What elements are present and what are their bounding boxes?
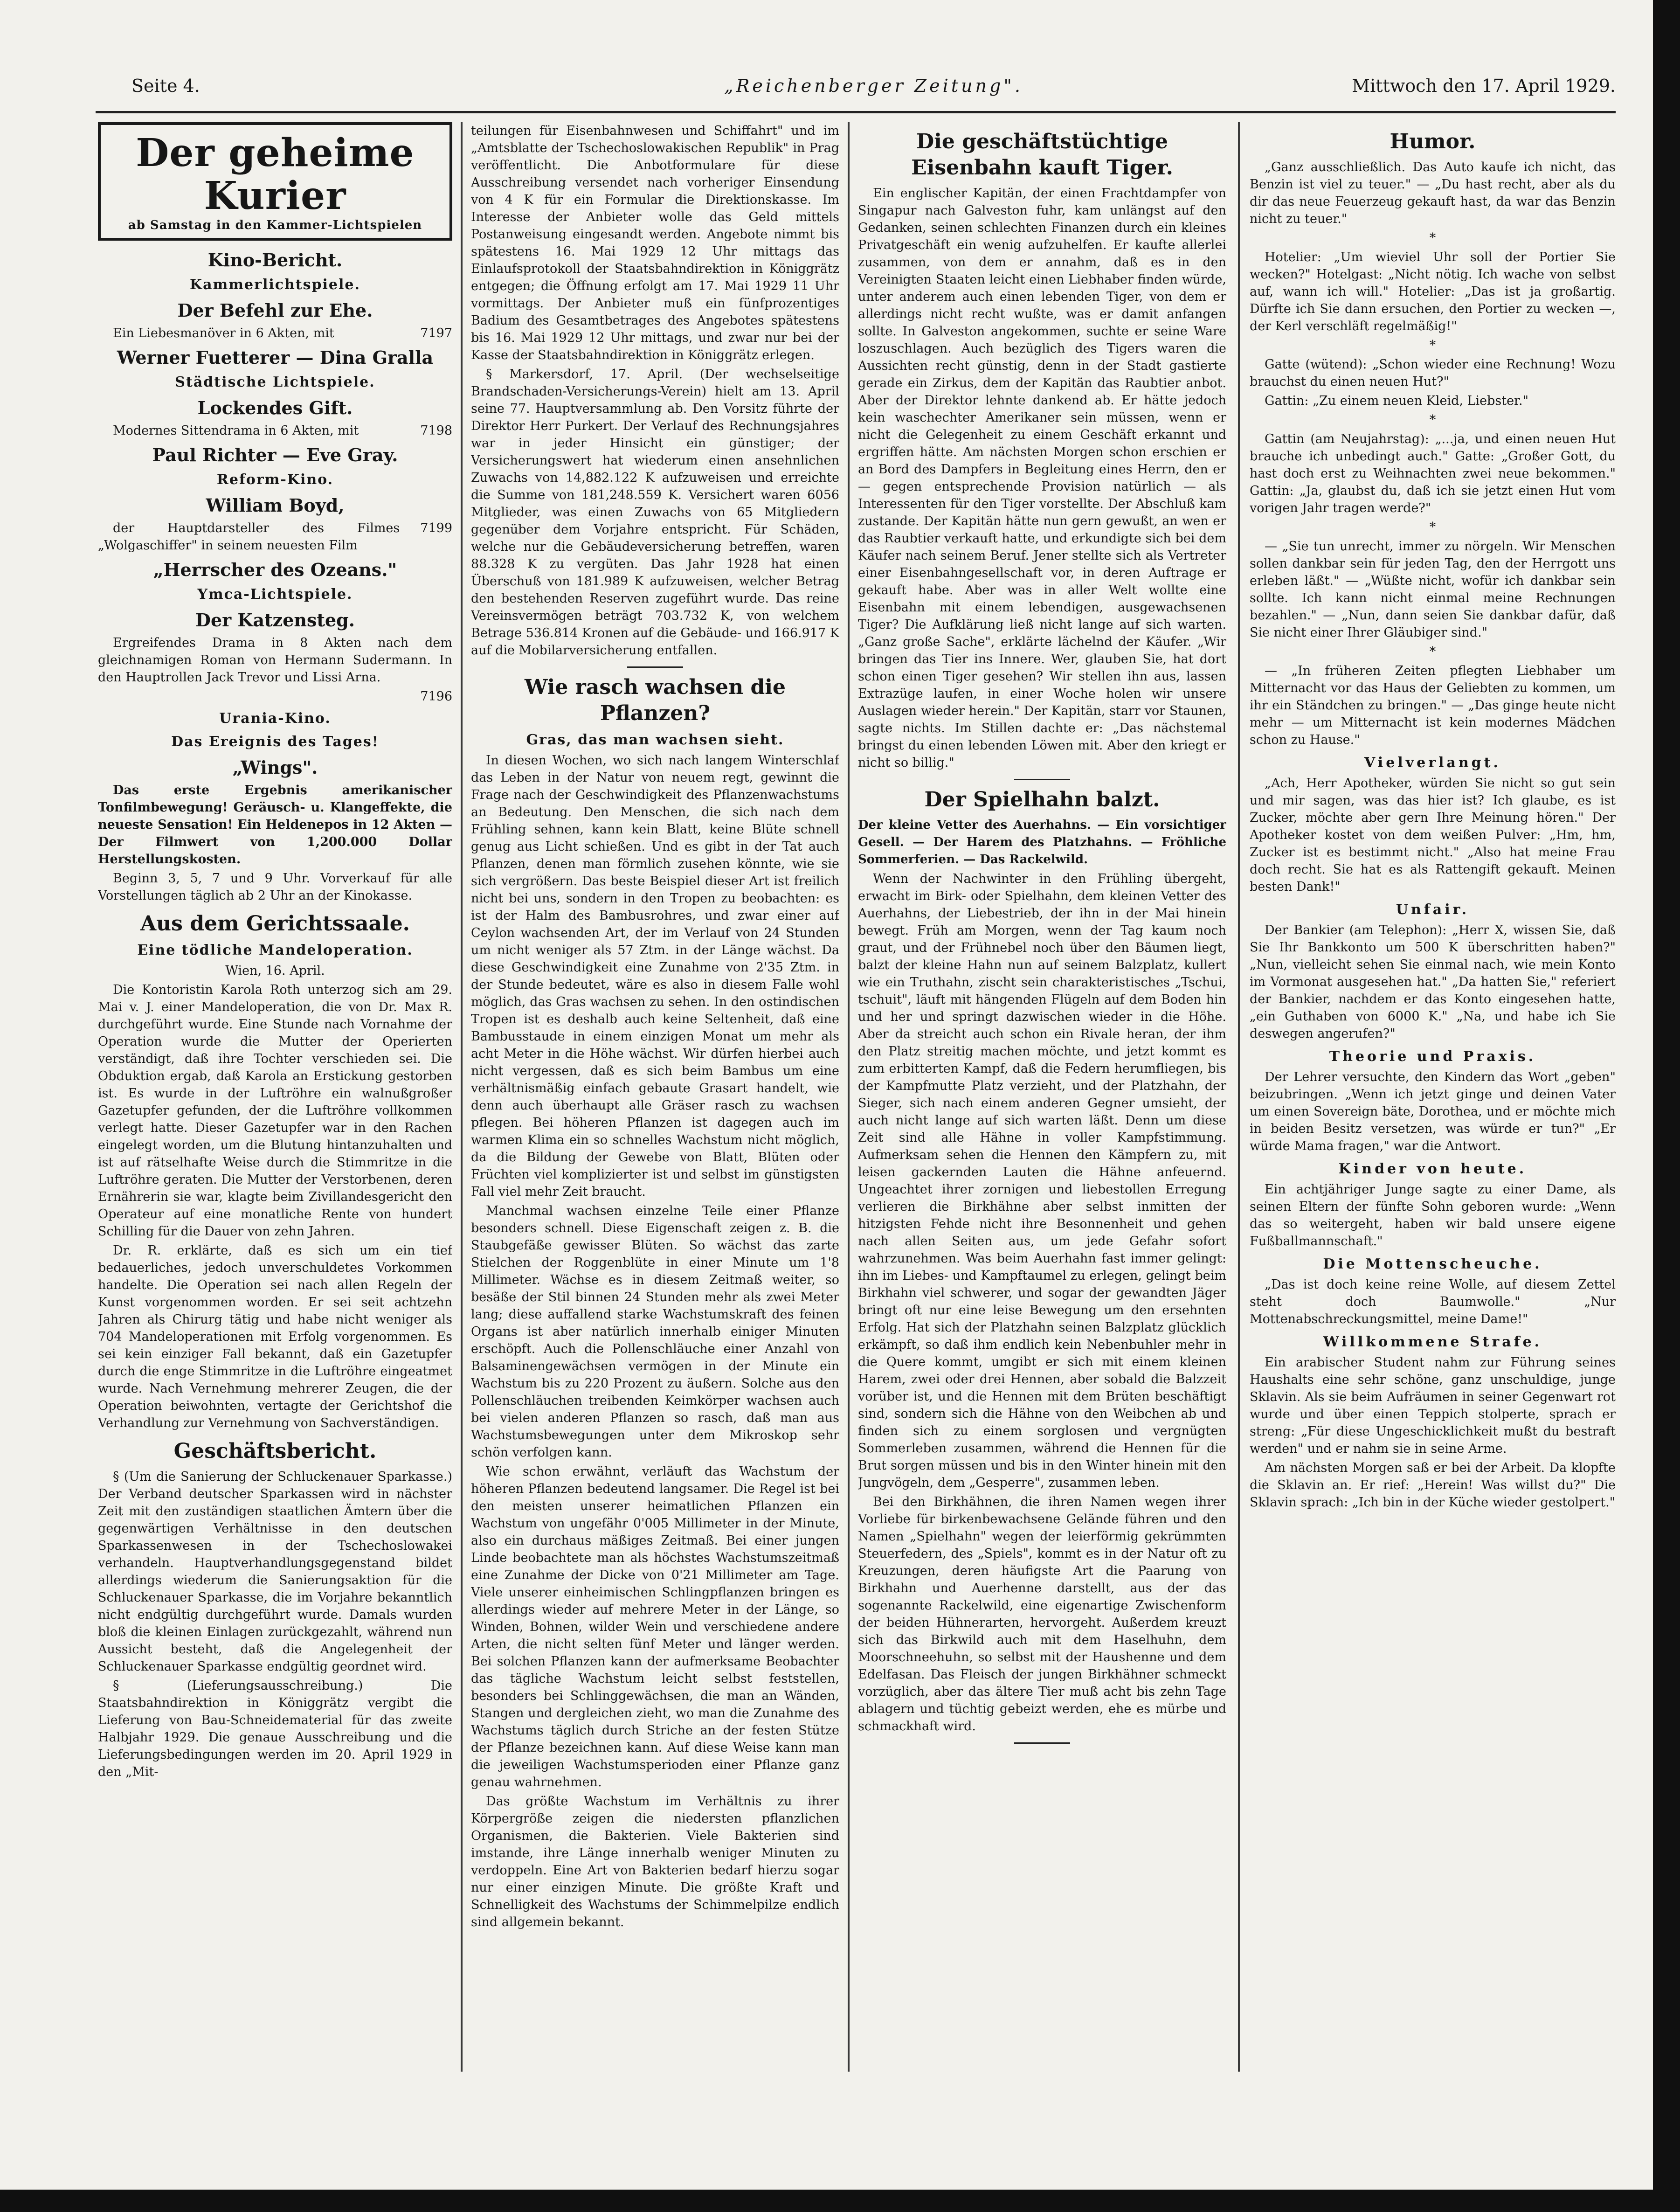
joke: — „In früheren Zeiten pflegten Liebhaber um Mitternacht vor das Haus der Geliebten zu kommen, um ihr ein Ständchen zu bringen." — „Das ginge heute nicht mehr — um Mitternacht ist kein modernes Mädchen schon zu Hause." [1250,664,1616,747]
article-paragraph: § Markersdorf, 17. April. (Der wechselseitige Brandschaden-Versicherungs-Verein) hielt am 13. April seine 77. Hauptversammlung ab. Den Vorsitz führte der Direktor Herr Purkert. Der Verlauf des Rechnungsjahres war in jeder Hinsicht ein günstiger; der Versicherungswert hat wiederum einen ansehnlichen Zuwachs von 14,882.122 K aufzuweisen und erreichte die Summe von 181,248.559 K. Versichert waren 6056 Mitglieder, was einen Zuwachs von 65 Mitgliedern gegenüber dem Vorjahre entspricht. Für Schäden, welche nur die Gebäudeversicherung betreffen, waren 88.328 K zu vergüten. Das Jahr 1928 hat einen Überschuß von 181.989 K aufzuweisen, welcher Betrag den bestehenden Reserven zugeführt wurde. Das reine Vereinsvermögen beträgt 703.732 K, von welchem Betrage 536.814 Kronen auf die Gebäude- und 166.917 K auf die Mobilarversicherung entfallen. [471,367,839,658]
joke: „Ganz ausschließlich. Das Auto kaufe ich nicht, das Benzin ist viel zu teuer." — „Du hast recht, aber als du dir das neue Feuerzeug gekauft hast, da war das Benzin nicht zu teuer." [1250,160,1616,226]
joke: Gattin: „Zu einem neuen Kleid, Liebster." [1265,394,1528,408]
article-subtitle: Eine tödliche Mandeloperation. [137,942,413,958]
article-paragraph: In diesen Wochen, wo sich nach langem Winterschlaf das Leben in der Natur von neuem regt, gewinnt die Frage nach der Geschwindigkeit des Pflanzenwachstums an Bedeutung. Den Menschen, die sich nach dem Frühling sehnen, kann kein Blatt, keine Blüte schnell genug aus Licht schießen. Und es gibt in der Tat auch Pflanzen, denen man förmlich zusehen könnte, wie sie sich vergrößern. Das beste Beispiel dieser Art ist freilich nicht bei uns, sondern in den Tropen zu beobachten: es ist der Halm des Bambusrohres, und zwar einer auf Ceylon wachsenden Art, der im Verlauf von 24 Stunden um nicht weniger als 57 Ztm. in der Länge wächst. Da diese Geschwindigkeit eine Zunahme von 2'35 Ztm. in der Stunde bedeutet, wäre es also in diesem Falle wohl möglich, das Gras wachsen zu sehen. In den ostindischen Tropen ist es deshalb auch keine Seltenheit, daß eine Bambusstaude in einem einzigen Monat um mehr als acht Meter in die Höhe wächst. Wir dürfen hierbei auch nicht vergessen, daß es sich beim Bambus um eine verhältnismäßig einfach gebaute Grasart handelt, wie denn auch überhaupt alle Gräser rasch zu wachsen pflegen. Bei höheren Pflanzen ist dagegen auch im warmen Klima ein so schnelles Wachstum nicht möglich, da die Bildung der Gewebe von Blatt, Blüten oder Früchten viel komplizierter ist und selbst im günstigsten Fall viel mehr Zeit braucht. [471,753,839,1199]
joke: Gatte (wütend): „Schon wieder eine Rechnung! Wozu brauchst du einen neuen Hut?" [1250,357,1616,389]
article-paragraph: Das größte Wachstum im Verhältnis zu ihrer Körpergröße zeigen die niedersten pflanzlichen Organismen, die Bakterien. Viele Bakterien sind imstande, ihre Länge innerhalb weniger Minuten zu verdoppeln. Eine Art von Bakterien bedarf hierzu sogar nur einer einzigen Minute. Die größte Kraft und Schnelligkeit des Wachstums der Schimmelpilze endlich sind allgemein bekannt. [471,1794,839,1929]
page-header [131,76,1616,104]
screening-times: Beginn 3, 5, 7 und 9 Uhr. Vorverkauf für alle Vorstellungen täglich ab 2 Uhr an der Kinokasse. [98,871,452,903]
section-heading: Geschäftsbericht. [173,1439,377,1463]
separator [1014,779,1070,780]
article-paragraph: § (Lieferungsausschreibung.) Die Staatsbahndirektion in Königgrätz vergibt die Lieferung von Bau-Schneidematerial für das zweite Halbjahr 1929. Die genaue Ausschreibung und die Lieferungsbedingungen werden im 20. April 1929 in den „Mit- [98,1678,452,1779]
joke: — „Sie tun unrecht, immer zu nörgeln. Wir Menschen sollen dankbar sein für jeden Tag, den der Herrgott uns erleben läßt." — „Wüßte nicht, wofür ich dankbar sein sollte. Ich kann nicht einmal meine Rechnungen bezahlen." — „Nun, dann seien Sie dankbar dafür, daß Sie nicht einer Ihrer Gläubiger sind." [1250,539,1616,640]
ad-title: Der geheime Kurier [136,131,415,218]
article-paragraph: § (Um die Sanierung der Schluckenauer Sparkasse.) Der Verband deutscher Sparkassen wird in nächster Zeit mit den zuständigen staatlichen Ämtern über die gegenwärtigen Verhältnisse in den deutschen Sparkassenwesen in der Tschechoslowakei verhandeln. Hauptverhandlungsgegenstand bildet allerdings wiederum die Sanierungsaktion für die Schluckenauer Sparkasse, die im Vorjahre bekanntlich nicht endgültig durchgeführt wurde. Damals wurden bloß die kleinen Einlagen zurückgezahlt, während nun Aussicht besteht, daß die Angelegenheit der Schluckenauer Sparkasse endgültig geordnet wird. [98,1470,452,1674]
ad-number: 7199 [420,521,452,535]
section-heading: Kino-Bericht. [207,250,343,270]
film-title: Der Katzensteg. [195,610,355,631]
separator [627,666,683,668]
article-subtitle: Gras, das man wachsen sieht. [526,732,784,748]
header-rule [96,111,1616,113]
ad-subtitle: ab Samstag in den Kammer-Lichtspielen [128,218,422,232]
column-3 [858,122,1226,2072]
separator-star: * [1429,413,1436,427]
ad-number: 7198 [420,423,452,438]
joke: Ein achtjähriger Junge sagte zu einer Dame, als seinen Eltern der fünfte Sohn geboren wurde: „Wenn das so weitergeht, haben wir bald unsere eigene Fußballmannschaft." [1250,1182,1616,1248]
separator-star: * [1429,338,1436,353]
column-divider [1238,122,1240,2072]
joke: Der Bankier (am Telephon): „Herr X, wissen Sie, daß Sie Ihr Bankkonto um 500 K überschritten haben?" „Nun, vielleicht sehen Sie einmal nach, wie mein Konto im Vormonat ausgesehen hat." „Da hatten Sie," referiert der Bankier, nachdem er das Konto eingesehen hatte, „ein Guthaben von 6000 K." „Na, und habe ich Sie deswegen angerufen?" [1250,923,1616,1041]
dateline: Wien, 16. April. [225,964,325,978]
ad-number: 7197 [420,326,452,340]
column-divider [461,122,463,2072]
separator [1014,1742,1070,1744]
separator-star: * [1429,231,1436,245]
joke: Gattin (am Neujahrstag): „...ja, und einen neuen Hut brauche ich unbedingt auch." Gatte: „Großer Gott, du hast doch erst zu Weihnachten zwei neue bekommen." Gattin: „Ja, glaubst du, daß ich sie jetzt einen Hut vom vorigen Jahr tragen werde?" [1250,432,1616,515]
film-description: Ergreifendes Drama in 8 Akten nach dem gleichnamigen Roman von Hermann Sudermann. In den Hauptrollen Jack Trevor und Lissi Arna. [98,636,452,685]
joke-heading: Kinder von heute. [1338,1161,1527,1177]
cinema-advertisement [98,122,452,241]
joke: Der Lehrer versuchte, den Kindern das Wort „geben" beizubringen. „Wenn ich jetzt ginge und deinen Vater um einen Sovereign bäte, Dorothea, und er möchte mich in beiden Besitz versetzen, was würde er tun?" „Er würde Mama fragen," war die Antwort. [1250,1070,1616,1153]
article-intro: Der kleine Vetter des Auerhahns. — Ein vorsichtiger Gesell. — Der Harem des Platzhahns. — Fröhliche Sommerferien. — Das Rackelwild. [858,818,1226,867]
film-title: Lockendes Gift. [197,397,353,418]
article-paragraph: Wenn der Nachwinter in den Frühling übergeht, erwacht im Birk- oder Spielhahn, dem kleinen Vetter des Auerhahns, der Liebestrieb, der ihn in der Mai hinein bewegt. Früh am Morgen, wenn der Tag kaum noch graut, und der Frühnebel noch über den Bäumen liegt, balzt der kleine Hahn nun auf seinem Balzplatz, kullert wie ein Truthahn, zischt sein charakteristisches „Tschui, tschuit", läuft mit hängenden Flügeln auf dem Boden hin und her und springt dazwischen wieder in die Höhe. Aber da streicht auch schon ein Rivale heran, der ihm den Platz streitig machen möchte, und jetzt kommt es zum erbitterten Kampf, daß die Federn herumfliegen, bis der Kampfmutte Platz verzieht, und der Platzhahn, der Sieger, sich nach einem anderen Gegner umsieht, der auch nicht lange auf sich warten läßt. Denn um diese Zeit sind alle Hähne in voller Kampfstimmung. Aufmerksam sehen die Hennen den Kämpfern zu, mit leisen gackernden Lauten die Hähne anfeuernd. Ungeachtet ihrer zornigen und liebestollen Erregung verlieren die Birkhähne aber selbst inmitten der hitzigsten Fehde nicht ihre Besonnenheit und gehen nach allen Seiten aus, um jede Gefahr sofort wahrzunehmen. Was beim Auerhahn fast immer gelingt: ihn im Liebes- und Kampftaumel zu erlegen, gelingt beim Birkhahn viel schwerer, und sogar der gewandten Jäger bringt oft nur eine leise Bewegung um den ersehnten Erfolg. Hat sich der Platzhahn seinen Balzplatz glücklich erkämpft, so daß ihm endlich kein Nebenbuhler mehr in die Quere kommt, umgibt er sich mit einem kleinen Harem, zwei oder drei Hennen, aber sobald die Balzzeit vorüber ist, und die Hennen mit dem Brüten beschäftigt sind, sondern sich die Hähne von den Weibchen ab und finden sich zu einem sorglosen und vergnügten Sommerleben zusammen, während die Hennen für die Brut sorgen müssen und bis in den Winter hinein mit den Jungvögeln, dem „Gesperre", zusammen leben. [858,872,1226,1490]
joke: Am nächsten Morgen saß er bei der Arbeit. Da klopfte die Sklavin an. Er rief: „Herein! Was willst du?" Die Sklavin sprach: „Ich bin in der Küche wieder gestolpert." [1250,1461,1616,1510]
separator-star: * [1429,645,1436,659]
article-paragraph: Wie schon erwähnt, verläuft das Wachstum der höheren Pflanzen bedeutend langsamer. Die Regel ist bei den meisten unserer heimatlichen Pflanzen ein Wachstum von ungefähr 0'005 Millimeter in der Minute, also ein durchaus mäßiges Zeitmaß. Bei einer jungen Linde beobachtete man als höchstes Wachstumszeitmaß eine Zunahme der Dicke von 0'21 Millimeter am Tage. Viele unserer einheimischen Schlingpflanzen bringen es allerdings wieder auf mehrere Meter in der Länge, so Winden, Bohnen, wilder Wein und verschiedene andere Arten, die nicht selten fünf Meter und länger werden. Bei solchen Pflanzen kann der aufmerksame Beobachter das tägliche Wachstum leicht selbst feststellen, besonders bei Schlinggewächsen, die man an Wänden, Stangen und dergleichen zieht, wo man die Zunahme des Wachstums täglich durch Striche an der festen Stütze der Pflanze bezeichnen kann. Auf diese Weise kann man die jeweiligen Wachstumsperioden einer Pflanze ganz genau wahrnehmen. [471,1464,839,1789]
newspaper-title: „Reichenberger Zeitung". [724,76,1023,96]
cinema-name: Kammerlichtspiele. [190,277,360,293]
separator-star: * [1429,520,1436,534]
film-title: „Wings". [232,757,318,778]
film-title: Der Befehl zur Ehe. [177,300,373,321]
article-title: Der Spielhahn balzt. [924,788,1160,811]
article-paragraph: Bei den Birkhähnen, die ihren Namen wegen ihrer Vorliebe für birkenbewachsene Gelände führen und den Namen „Spielhahn" wegen der leierförmig gekrümmten Steuerfedern, des „Spiels", kommt es in der Natur oft zu Kreuzungen, deren häufigste Art die Paarung von Birkhahn und Auerhenne darstellt, aus der das sogenannte Rackelwild, eine eigenartige Zwischenform der beiden Hühnerarten, hervorgeht. Außerdem kreuzt sich das Birkwild auch mit dem Haselhuhn, dem Moorschneehuhn, so selbst mit der Haushenne und dem Edelfasan. Das Fleisch der jungen Birkhähner schmeckt vorzüglich, aber das ältere Tier muß acht bis zehn Tage ablagern und tüchtig gebeizt werden, ehe es mürbe und schmackhaft wird. [858,1495,1226,1734]
event-line: Das Ereignis des Tages! [171,734,379,750]
scan-border-bottom [0,2190,1680,2212]
joke: „Ach, Herr Apotheker, würden Sie nicht so gut sein und mir sagen, was das hier ist? Ich glaube, es ist Zucker, möchte aber gern Ihre Meinung hören." Der Apotheker kostet von dem weißen Pulver: „Hm, hm, Zucker ist es bestimmt nicht." „Also hat meine Frau doch recht. Sie hat es als Rattengift gekauft. Meinen besten Dank!" [1250,776,1616,894]
article-paragraph: Dr. R. erklärte, daß es sich um ein tief bedauerliches, jedoch unverschuldetes Vorkommen handelte. Die Operation sei nach allen Regeln der Kunst vorgenommen worden. Er sei seit achtzehn Jahren als Chirurg tätig und habe nicht weniger als 704 Mandeloperationen mit Erfolg vorgenommen. Es sei kein einziger Fall bekannt, daß ein Gazetupfer durch die enge Stimmritze in die Luftröhre eingeatmet wurde. Nach Vernehmung mehrerer Zeugen, die der Operation beiwohnten, vertagte der Gerichtshof die Verhandlung zur Vernehmung von Sachverständigen. [98,1243,452,1430]
column-2 [471,122,839,2072]
film-description: Das erste Ergebnis amerikanischer Tonfilmbewegung! Geräusch- u. Klangeffekte, die neueste Sensation! Ein Heldenepos in 12 Akten — Der Filmwert von 1,200.000 Dollar Herstellungskosten. [98,783,452,867]
film-cast: Werner Fuetterer — Dina Gralla [117,347,434,368]
column-4 [1250,122,1616,2072]
joke-heading: Unfair. [1396,901,1470,918]
article-paragraph: Die Kontoristin Karola Roth unterzog sich am 29. Mai v. J. einer Mandeloperation, die von Dr. Max R. durchgeführt wurde. Eine Stunde nach Vornahme der Operation wurde die Mutter der Operierten verständigt, daß ihre Tochter verschieden sei. Die Obduktion ergab, daß Karola an Erstickung gestorben ist. Es wurde in der Luftröhre ein walnußgroßer Gazetupfer gefunden, der die Luftröhre vollkommen verlegt hatte. Dieser Gazetupfer war in den Rachen eingelegt worden, um die Blutung hintanzuhalten und ist auf rätselhafte Weise durch die Stimmritze in die Luftröhre geraten. Die Mutter der Verstorbenen, deren Ernährerin sie war, klagte beim Zivillandesgericht den Operateur auf eine monatliche Rente von hundert Schilling für die Dauer von zehn Jahren. [98,983,452,1239]
section-heading: Humor. [1390,130,1476,153]
film-description: Modernes Sittendrama in 6 Akten, mit [113,423,359,438]
joke-heading: Willkommene Strafe. [1323,1334,1542,1350]
film-description: der Hauptdarsteller des Filmes „Wolgaschiffer" in seinem neuesten Film [98,521,400,553]
film-title: „Herrscher des Ozeans." [153,559,397,580]
cinema-name: Urania-Kino. [219,710,331,727]
joke: Hotelier: „Um wieviel Uhr soll der Portier Sie wecken?" Hotelgast: „Nicht nötig. Ich wache von selbst auf, wann ich will." Hotelier: „Das ist ja großartig. Dürfte ich Sie dann ersuchen, den Portier zu wecken —, der Kerl verschläft regelmäßig!" [1250,250,1616,333]
cinema-name: Reform-Kino. [216,472,334,488]
page-number: Seite 4. [131,76,200,96]
film-description: Ein Liebesmanöver in 6 Akten, mit [113,326,334,340]
column-divider [848,122,850,2072]
joke-heading: Die Mottenscheuche. [1323,1256,1542,1272]
cinema-name: Städtische Lichtspiele. [175,374,375,390]
joke: „Das ist doch keine reine Wolle, auf diesem Zettel steht doch Baumwolle." „Nur Mottenabschreckungsmittel, meine Dame!" [1250,1277,1616,1326]
article-paragraph: Manchmal wachsen einzelne Teile einer Pflanze besonders schnell. Diese Eigenschaft zeigen z. B. die Staubgefäße gewisser Blüten. So wächst das zarte Stielchen der Roggenblüte in einer Minute um 1'8 Millimeter. Wächse es in diesem Zeitmaß weiter, so besäße der Stil binnen 24 Stunden mehr als zwei Meter lang; diese auffallend starke Wachstumskraft des feinen Organs ist aber natürlich innerhalb einiger Minuten erschöpft. Auch die Pollenschläuche einer Anzahl von Balsaminengewächsen vermögen in der Minute ein Wachstum bis zu 220 Prozent zu äußern. Solche aus den Pollenschläuchen treibenden Keimkörper wachsen auch bei vielen anderen Pflanzen so rasch, daß man aus Wachstumsbewegungen unter dem Mikroskop sehr schön verfolgen kann. [471,1204,839,1460]
film-cast: Paul Richter — Eve Gray. [152,444,398,465]
article-title: Wie rasch wachsen die Pflanzen? [525,675,786,725]
scan-border-right [1653,0,1680,2212]
joke: Ein arabischer Student nahm zur Führung seines Haushalts eine sehr schöne, ganz unschuldige, junge Sklavin. Als sie beim Aufräumen in seiner Gegenwart rot wurde und über einen Teppich stolperte, sprach er streng: „Für diese Ungeschicklichkeit mußt du bestraft werden" und er nahm sie in seine Arme. [1250,1355,1616,1456]
article-title: Die geschäftstüchtige Eisenbahn kauft Tiger. [911,130,1173,180]
section-heading: Aus dem Gerichtssaale. [140,912,410,936]
joke-heading: Theorie und Praxis. [1329,1048,1536,1065]
article-paragraph: teilungen für Eisenbahnwesen und Schiffahrt" und im „Amtsblatte der Tschechoslowakischen Republik" in Prag veröffentlicht. Die Anbotformulare für diese Ausschreibung versendet nach vorheriger Einsendung von 4 K für ein Formular die Direktionskasse. Im Interesse der Anbieter wolle das Geld mittels Postanweisung eingesandt werden. Angebote nimmt bis spätestens 16. Mai 1929 12 Uhr mittags das Einlaufsprotokoll der Staatsbahndirektion in Königgrätz entgegen; die Öffnung erfolgt am 17. Mai 1929 11 Uhr vormittags. Der Anbieter muß ein fünfprozentiges Badium des Gesamtbetrages des Angebotes spätestens bis 16. Mai 1929 12 Uhr mittags, und zwar nur bei der Kasse der Staatsbahndirektion in Königgrätz erlegen. [471,124,839,362]
column-1 [98,122,452,2072]
issue-date: Mittwoch den 17. April 1929. [1352,76,1616,96]
ad-number: 7196 [420,689,452,704]
actor-name: William Boyd, [206,495,345,516]
joke-heading: Vielverlangt. [1364,755,1501,771]
cinema-name: Ymca-Lichtspiele. [197,586,353,603]
article-paragraph: Ein englischer Kapitän, der einen Frachtdampfer von Singapur nach Galveston fuhr, kam unlängst auf den Gedanken, seinen schlechten Finanzen durch ein kleines Privatgeschäft ein wenig aufzuhelfen. Er kaufte allerlei zusammen, von dem er annahm, daß es in den Vereinigten Staaten leicht einen Liebhaber finden würde, unter anderem auch einen lebenden Tiger, von dem er allerdings nicht recht wußte, was er damit anfangen sollte. In Galveston angekommen, suchte er seine Ware loszuschlagen. Auch bezüglich des Tigers waren die Aussichten recht günstig, denn in der Stadt gastierte gerade ein Zirkus, dem der Kapitän das Raubtier anbot. Aber der Direktor lehnte dankend ab. Er hätte jedoch kein waschechter Amerikaner sein müssen, wenn er nicht die Gelegenheit zu einem Geschäft erkannt und ergriffen hätte. Am nächsten Morgen schon erschien er an Bord des Dampfers in Begleitung eines Herrn, den er — gegen entsprechende Provision natürlich — als Interessenten für den Tiger vorstellte. Der Abschluß kam zustande. Der Kapitän hätte nun gern gewußt, an wen er das Raubtier verkauft hatte, und erkundigte sich bei dem Käufer nach seinem Beruf. Jener stellte sich als Vertreter einer Eisenbahngesellschaft vor, in deren Auftrage er gekauft habe. Aber was in aller Welt wollte eine Eisenbahn mit einem lebendigen, ausgewachsenen Tiger? Die Aufklärung ließ nicht lange auf sich warten. „Ganz große Sache", erklärte lächelnd der Käufer. „Wir bringen das Tier ins Innere. Wer, glauben Sie, hat dort schon einen Tiger gesehen? Wir stellen ihn aus, lassen Extrazüge laufen, in einer Woche holen wir unsere Auslagen wieder herein." Der Kapitän, starr vor Staunen, sagte nichts. Im Stillen dachte er: „Das nächstemal bringst du einen lebenden Löwen mit. Aber den kriegt er nicht so billig." [858,186,1226,770]
